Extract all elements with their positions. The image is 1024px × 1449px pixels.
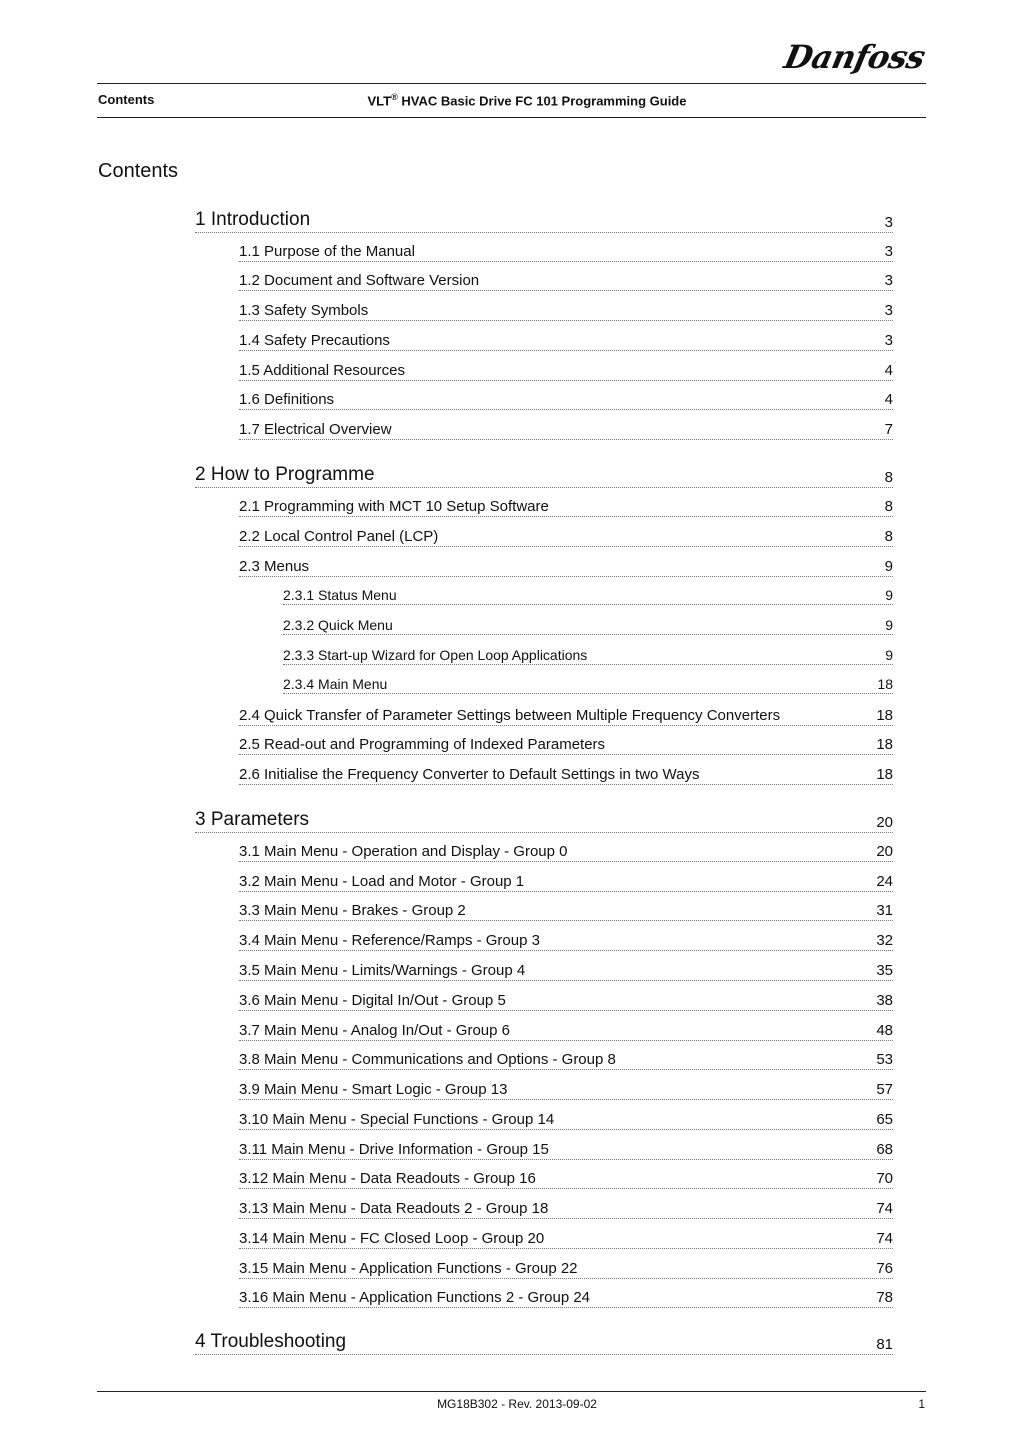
toc-entry-page: 20 — [876, 814, 893, 831]
header-section-label: Contents — [98, 92, 155, 107]
toc-entry-page: 76 — [876, 1260, 893, 1277]
toc-entry-page: 65 — [876, 1111, 893, 1128]
toc-entry-page: 31 — [876, 902, 893, 919]
toc-entry-title: 3.5 Main Menu - Limits/Warnings - Group 4 — [239, 962, 526, 979]
toc-entry-page: 9 — [884, 558, 893, 575]
toc-entry-level-2[interactable] — [239, 843, 893, 862]
toc-entry-title: 3.6 Main Menu - Digital In/Out - Group 5 — [239, 992, 506, 1009]
toc-entry-level-2[interactable] — [239, 528, 893, 547]
toc-entry-page: 81 — [876, 1336, 893, 1353]
toc-entry-title: 2.4 Quick Transfer of Parameter Settings between Multiple Frequency Converters — [239, 707, 781, 724]
toc-entry-title: 2.3.3 Start-up Wizard for Open Loop Applications — [283, 647, 588, 663]
toc-entry-page: 70 — [876, 1170, 893, 1187]
danfoss-logo: Danfoss — [780, 38, 929, 76]
toc-entry-title: 2.6 Initialise the Frequency Converter to Default Settings in two Ways — [239, 766, 700, 783]
toc-entry-level-2[interactable] — [239, 962, 893, 981]
toc-entry-title: 2.2 Local Control Panel (LCP) — [239, 528, 439, 545]
toc-entry-level-1[interactable] — [195, 209, 893, 233]
toc-entry-page: 78 — [876, 1289, 893, 1306]
toc-entry-level-2[interactable] — [239, 558, 893, 577]
toc-entry-level-2[interactable] — [239, 1111, 893, 1130]
toc-entry-level-1[interactable] — [195, 464, 893, 488]
toc-entry-title: 1.4 Safety Precautions — [239, 332, 390, 349]
toc-entry-page: 9 — [885, 587, 893, 603]
toc-entry-page: 3 — [884, 214, 893, 231]
toc-entry-page: 8 — [884, 498, 893, 515]
toc-entry-level-2[interactable] — [239, 736, 893, 755]
toc-entry-level-2[interactable] — [239, 1022, 893, 1041]
toc-entry-title: 3.2 Main Menu - Load and Motor - Group 1 — [239, 873, 525, 890]
toc-entry-level-2[interactable] — [239, 1170, 893, 1189]
toc-entry-title: 3.13 Main Menu - Data Readouts 2 - Group 18 — [239, 1200, 549, 1217]
toc-entry-title: 1.6 Definitions — [239, 391, 335, 408]
toc-entry-title: 2 How to Programme — [195, 464, 375, 485]
toc-entry-level-2[interactable] — [239, 302, 893, 321]
toc-entry-page: 18 — [876, 736, 893, 753]
toc-entry-level-2[interactable] — [239, 1200, 893, 1219]
toc-entry-page: 3 — [884, 243, 893, 260]
toc-entry-title: 3.14 Main Menu - FC Closed Loop - Group 20 — [239, 1230, 545, 1247]
toc-entry-title: 2.3 Menus — [239, 558, 310, 575]
toc-entry-title: 3.12 Main Menu - Data Readouts - Group 16 — [239, 1170, 536, 1187]
toc-entry-level-2[interactable] — [239, 1051, 893, 1070]
toc-entry-page: 53 — [876, 1051, 893, 1068]
toc-entry-page: 3 — [884, 302, 893, 319]
toc-entry-title: 2.1 Programming with MCT 10 Setup Software — [239, 498, 549, 515]
toc-entry-level-2[interactable] — [239, 362, 893, 381]
toc-entry-level-2[interactable] — [239, 243, 893, 262]
toc-entry-title: 1 Introduction — [195, 209, 311, 230]
toc-entry-level-2[interactable] — [239, 766, 893, 785]
page-title: Contents — [98, 160, 179, 182]
registered-mark: ® — [391, 92, 398, 102]
toc-entry-level-3[interactable] — [283, 676, 893, 694]
toc-entry-title: 1.1 Purpose of the Manual — [239, 243, 415, 260]
toc-entry-level-2[interactable] — [239, 421, 893, 440]
toc-entry-page: 38 — [876, 992, 893, 1009]
header-rule-bottom — [97, 117, 926, 118]
toc-entry-title: 1.3 Safety Symbols — [239, 302, 369, 319]
toc-entry-title: 3.1 Main Menu - Operation and Display - Group 0 — [239, 843, 568, 860]
toc-entry-level-2[interactable] — [239, 1289, 893, 1308]
toc-entry-page: 68 — [876, 1141, 893, 1158]
toc-entry-title: 1.2 Document and Software Version — [239, 272, 480, 289]
header-title-suffix: HVAC Basic Drive FC 101 Programming Guide — [397, 93, 687, 109]
toc-entry-title: 2.3.1 Status Menu — [283, 587, 397, 603]
toc-entry-title: 4 Troubleshooting — [195, 1331, 347, 1352]
toc-entry-page: 9 — [885, 617, 893, 633]
toc-entry-level-2[interactable] — [239, 1141, 893, 1160]
toc-entry-title: 1.5 Additional Resources — [239, 362, 405, 379]
header-document-title — [0, 92, 1024, 108]
footer-page-number: 1 — [918, 1397, 925, 1411]
toc-entry-level-2[interactable] — [239, 707, 893, 726]
toc-entry-page: 7 — [884, 421, 893, 438]
toc-entry-level-2[interactable] — [239, 332, 893, 351]
toc-entry-title: 1.7 Electrical Overview — [239, 421, 392, 438]
footer-rule — [97, 1391, 926, 1392]
toc-entry-title: 3.15 Main Menu - Application Functions - Group 22 — [239, 1260, 578, 1277]
toc-entry-page: 20 — [876, 843, 893, 860]
toc-entry-title: 3.11 Main Menu - Drive Information - Group 15 — [239, 1141, 549, 1158]
toc-entry-level-3[interactable] — [283, 617, 893, 635]
footer-document-id: MG18B302 - Rev. 2013-09-02 — [437, 1397, 597, 1411]
toc-entry-level-2[interactable] — [239, 932, 893, 951]
toc-entry-page: 48 — [876, 1022, 893, 1039]
toc-entry-title: 3.7 Main Menu - Analog In/Out - Group 6 — [239, 1022, 510, 1039]
toc-entry-page: 74 — [876, 1200, 893, 1217]
toc-entry-level-2[interactable] — [239, 498, 893, 517]
toc-entry-title: 2.3.4 Main Menu — [283, 676, 388, 692]
toc-entry-level-2[interactable] — [239, 391, 893, 410]
toc-entry-page: 35 — [876, 962, 893, 979]
toc-entry-level-2[interactable] — [239, 1081, 893, 1100]
toc-entry-page: 3 — [884, 272, 893, 289]
toc-entry-page: 8 — [884, 528, 893, 545]
toc-entry-title: 3.4 Main Menu - Reference/Ramps - Group 3 — [239, 932, 540, 949]
toc-entry-page: 74 — [876, 1230, 893, 1247]
toc-entry-title: 3.3 Main Menu - Brakes - Group 2 — [239, 902, 466, 919]
toc-entry-title: 2.5 Read-out and Programming of Indexed Parameters — [239, 736, 606, 753]
toc-entry-level-2[interactable] — [239, 902, 893, 921]
toc-entry-level-2[interactable] — [239, 1260, 893, 1279]
toc-entry-level-3[interactable] — [283, 647, 893, 665]
toc-entry-title: 3.16 Main Menu - Application Functions 2 - Group 24 — [239, 1289, 591, 1306]
toc-entry-page: 9 — [885, 647, 893, 663]
toc-entry-level-3[interactable] — [283, 587, 893, 605]
toc-entry-level-1[interactable] — [195, 809, 893, 833]
toc-entry-page: 8 — [884, 469, 893, 486]
toc-entry-page: 18 — [876, 766, 893, 783]
toc-entry-page: 18 — [876, 707, 893, 724]
toc-entry-level-2[interactable] — [239, 272, 893, 291]
toc-entry-level-1[interactable] — [195, 1331, 893, 1355]
toc-entry-level-2[interactable] — [239, 873, 893, 892]
toc-entry-page: 24 — [876, 873, 893, 890]
toc-entry-title: 3 Parameters — [195, 809, 310, 830]
toc-entry-page: 57 — [876, 1081, 893, 1098]
toc-entry-page: 4 — [884, 391, 893, 408]
toc-entry-title: 2.3.2 Quick Menu — [283, 617, 393, 633]
header-title-prefix: VLT — [367, 93, 392, 109]
toc-entry-page: 3 — [884, 332, 893, 349]
header-rule-top — [97, 83, 926, 84]
toc-entry-page: 18 — [877, 676, 893, 692]
toc-entry-title: 3.10 Main Menu - Special Functions - Group 14 — [239, 1111, 555, 1128]
toc-entry-page: 4 — [884, 362, 893, 379]
toc-entry-title: 3.8 Main Menu - Communications and Options - Group 8 — [239, 1051, 616, 1068]
toc-entry-level-2[interactable] — [239, 1230, 893, 1249]
toc-entry-page: 32 — [876, 932, 893, 949]
toc-entry-level-2[interactable] — [239, 992, 893, 1011]
toc-entry-title: 3.9 Main Menu - Smart Logic - Group 13 — [239, 1081, 508, 1098]
